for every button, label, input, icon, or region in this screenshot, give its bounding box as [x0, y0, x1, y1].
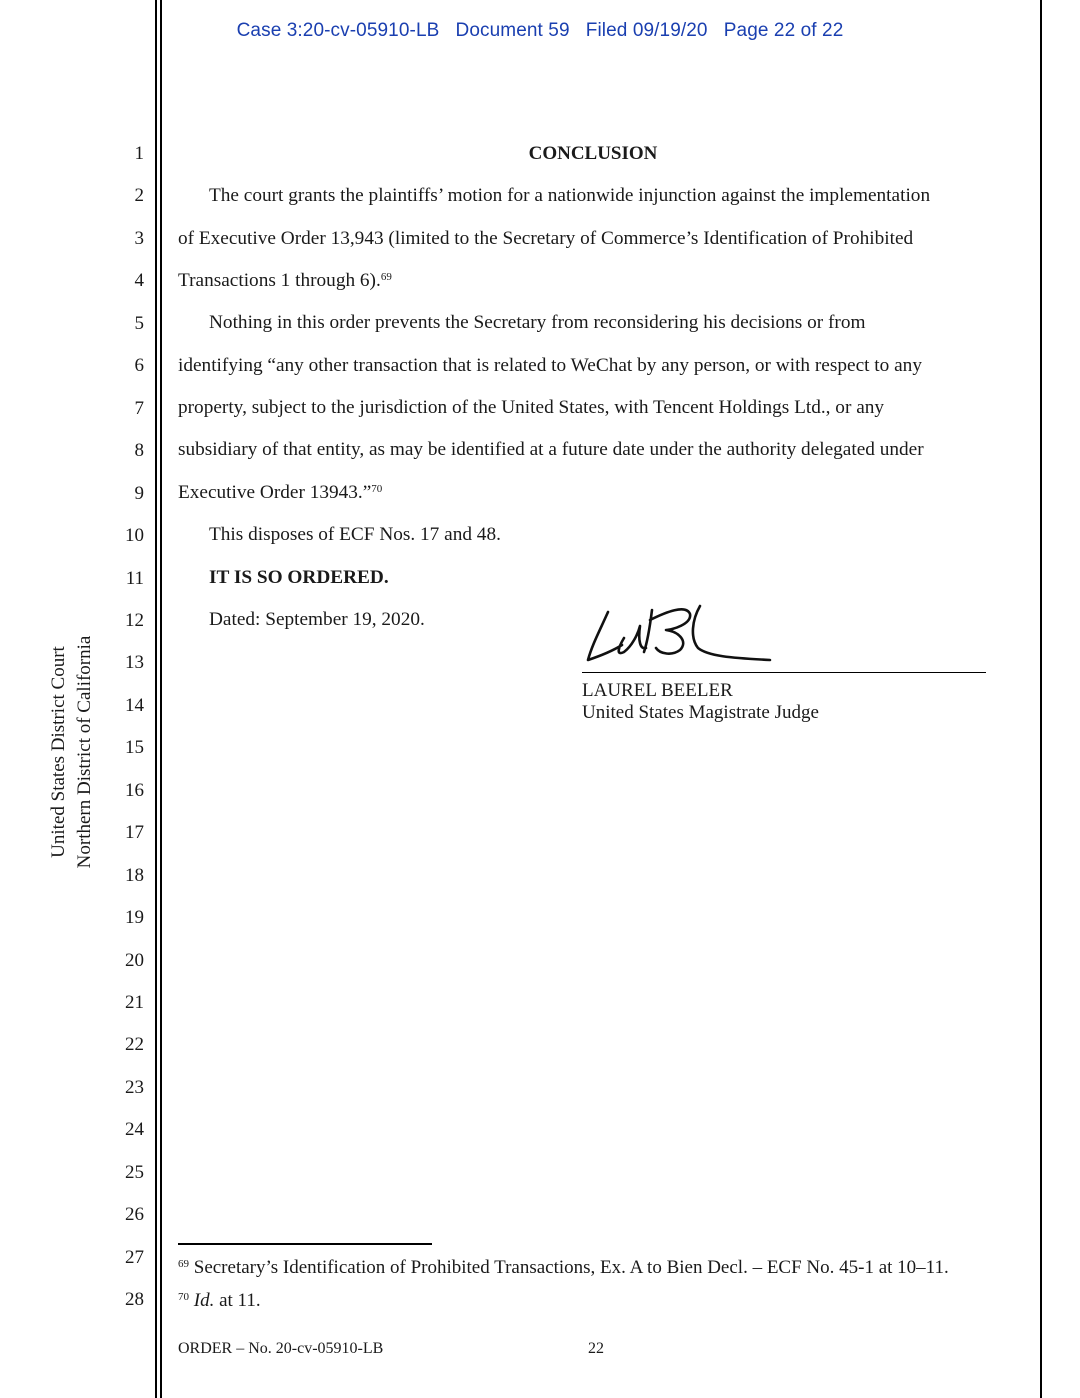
- footnote-ref-69[interactable]: 69: [380, 271, 392, 283]
- right-margin-rule: [1040, 0, 1042, 1398]
- line-number: 14: [125, 694, 144, 716]
- line-number: 10: [125, 525, 144, 547]
- line-number: 24: [125, 1119, 144, 1141]
- district-name: Northern District of California: [74, 635, 95, 869]
- header-filed: Filed 09/19/20: [585, 20, 708, 41]
- line-number: 17: [125, 822, 144, 844]
- left-margin-rule-outer: [155, 0, 157, 1398]
- footnote-70-id: Id.: [193, 1290, 215, 1311]
- court-sidebar: [46, 622, 98, 882]
- paragraph-1-line-3-text: Transactions 1 through 6).: [178, 270, 381, 291]
- line-number: 27: [125, 1246, 144, 1268]
- footnote-70-mark: 70: [178, 1291, 189, 1303]
- line-number: 6: [134, 355, 144, 377]
- court-name: United States District Court: [48, 646, 69, 858]
- paragraph-2-line-5: [178, 483, 382, 503]
- so-ordered: IT IS SO ORDERED.: [209, 567, 389, 588]
- header-document: Document 59: [455, 20, 570, 41]
- ecf-header: [0, 20, 1080, 42]
- line-number: 5: [134, 312, 144, 334]
- line-number: 2: [134, 185, 144, 207]
- line-number: 23: [125, 1076, 144, 1098]
- line-number: 25: [125, 1161, 144, 1183]
- line-number: 15: [125, 737, 144, 759]
- line-number: 16: [125, 779, 144, 801]
- line-number: 11: [125, 567, 144, 589]
- line-number: 13: [125, 652, 144, 674]
- section-heading: CONCLUSION: [528, 143, 658, 164]
- paragraph-2-line-2: identifying “any other transaction that is related to WeChat by any person, or with respect to any: [178, 355, 922, 376]
- line-number: 22: [125, 1034, 144, 1056]
- footnote-70: [178, 1291, 261, 1311]
- footnote-69-mark: 69: [178, 1258, 189, 1270]
- paragraph-1-line-3: [178, 271, 392, 291]
- line-number: 20: [125, 949, 144, 971]
- line-number: 19: [125, 907, 144, 929]
- line-number: 9: [134, 482, 144, 504]
- line-number: 18: [125, 864, 144, 886]
- paragraph-1-line-2: of Executive Order 13,943 (limited to the Secretary of Commerce’s Identification of Prohibited: [178, 228, 914, 249]
- line-number: 3: [134, 227, 144, 249]
- header-case: Case 3:20-cv-05910-LB: [236, 20, 440, 41]
- line-number: 28: [125, 1289, 144, 1311]
- footnote-separator: [178, 1243, 432, 1245]
- line-number: 8: [134, 440, 144, 462]
- judge-signature: [580, 590, 780, 670]
- dated-line: Dated: September 19, 2020.: [209, 609, 425, 630]
- signature-line: [582, 672, 986, 673]
- line-number: 7: [134, 397, 144, 419]
- line-number: 26: [125, 1204, 144, 1226]
- footer-page-number: 22: [588, 1340, 604, 1357]
- left-margin-rule-inner: [160, 0, 162, 1398]
- line-number: 4: [134, 270, 144, 292]
- paragraph-3: This disposes of ECF Nos. 17 and 48.: [209, 524, 501, 545]
- line-number: 1: [134, 143, 144, 164]
- paragraph-1-line-1: The court grants the plaintiffs’ motion for a nationwide injunction against the implementation: [209, 185, 931, 206]
- footnote-69-text: Secretary’s Identification of Prohibited Transactions, Ex. A to Bien Decl. – ECF No. 45-1 at 10–11.: [193, 1257, 949, 1278]
- footnote-70-text: at 11.: [219, 1290, 261, 1311]
- line-number: 12: [125, 609, 144, 631]
- paragraph-2-line-3: property, subject to the jurisdiction of the United States, with Tencent Holdings Ltd., or any: [178, 397, 885, 418]
- footnote-69: [178, 1258, 949, 1278]
- judge-name: LAUREL BEELER: [582, 680, 733, 701]
- header-page: Page 22 of 22: [723, 20, 844, 41]
- footnote-ref-70[interactable]: 70: [371, 483, 383, 495]
- paragraph-2-line-5-text: Executive Order 13943.”: [178, 482, 372, 503]
- footer-order: ORDER – No. 20-cv-05910-LB: [178, 1340, 384, 1357]
- paragraph-2-line-4: subsidiary of that entity, as may be identified at a future date under the authority delegated under: [178, 439, 924, 460]
- line-number: 21: [125, 992, 144, 1013]
- paragraph-2-line-1: Nothing in this order prevents the Secretary from reconsidering his decisions or from: [209, 312, 866, 333]
- judge-title: United States Magistrate Judge: [582, 702, 819, 723]
